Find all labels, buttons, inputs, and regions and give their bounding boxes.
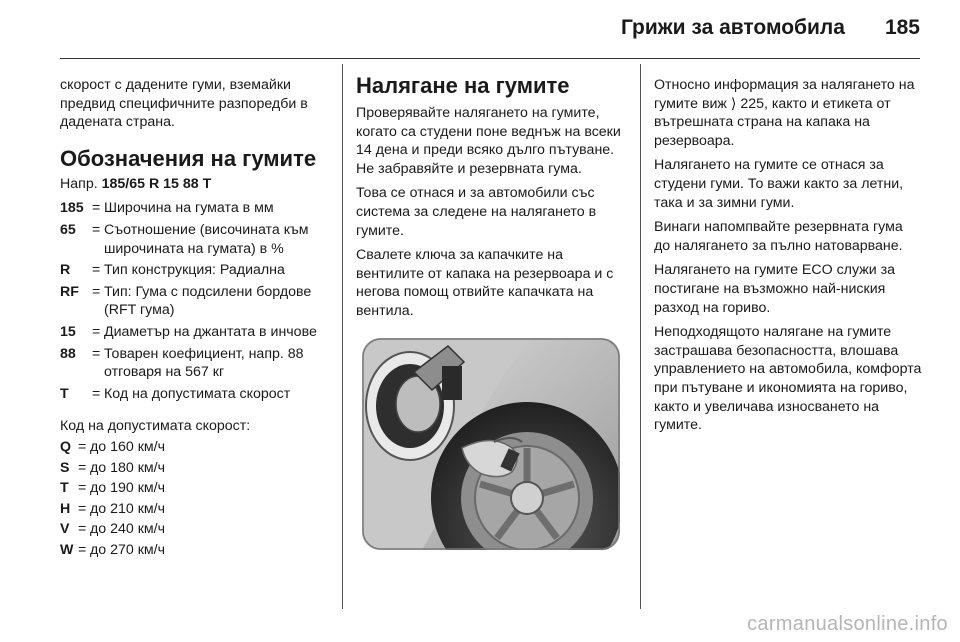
definition-row-text: Широчина на гумата в мм	[104, 200, 274, 217]
column-middle	[356, 73, 624, 327]
section-heading-tire-markings: Обозначения на гумите	[60, 145, 317, 171]
speed-code-row	[60, 438, 328, 457]
definition-row-equals: =	[92, 323, 101, 340]
speed-code-intro: Код на допустимата скорост:	[60, 418, 251, 435]
speed-code-row-key: S	[60, 459, 70, 476]
pressure-paragraph-3: Свалете ключа за капачките на вентилите от капака на резервоара и с негова помощ отвийте капачката на вентила.	[356, 247, 614, 319]
valve-cap-illustration	[362, 338, 620, 550]
definition-row-key: 88	[60, 345, 76, 362]
example-code: 185/65 R 15 88 T	[101, 175, 212, 192]
definition-row-text: Съотношение (височината към широчината на гумата) в %	[104, 221, 309, 257]
definition-row	[60, 385, 328, 404]
page-number: 185	[884, 16, 920, 39]
speed-code-row-key: T	[60, 480, 69, 497]
header-divider	[60, 58, 920, 59]
definition-row-text: Код на допустимата скорост	[104, 385, 291, 402]
column-right	[654, 76, 922, 441]
speed-code-row-equals: =	[78, 438, 87, 455]
speed-code-row-equals: =	[78, 521, 87, 538]
speed-code-row-text: до 180 км/ч	[90, 459, 166, 476]
speed-code-row	[60, 459, 328, 478]
definition-row-key: 65	[60, 221, 76, 238]
pressure-info-paragraph-3: Винаги напомпвайте резервната гума до налягането за пълно натоварване.	[654, 219, 903, 254]
definition-row	[60, 345, 328, 382]
definition-row-key: T	[60, 385, 69, 402]
page-header	[621, 16, 920, 40]
definition-row-text: Диаметър на джантата в инчове	[104, 323, 317, 340]
speed-code-row-key: Q	[60, 438, 72, 455]
definition-row	[60, 199, 328, 218]
intro-paragraph: скорост с дадените гуми, вземайки предвид специфичните разпоредби в дадената страна.	[60, 77, 308, 131]
pressure-info-paragraph-4: Налягането на гумите ECO служи за постигане на възможно най-ниския разход на гориво.	[654, 262, 895, 316]
definition-row	[60, 323, 328, 342]
speed-code-row-text: до 270 км/ч	[90, 541, 166, 558]
definition-row-key: 15	[60, 323, 76, 340]
speed-code-row	[60, 541, 328, 560]
definition-row-key: RF	[60, 283, 79, 300]
tire-code-example	[60, 175, 328, 194]
definition-row-text: Товарен коефициент, напр. 88 отговаря на 567 кг	[104, 345, 304, 381]
speed-code-row-text: до 190 км/ч	[90, 480, 166, 497]
definition-row-equals: =	[92, 262, 101, 279]
definition-row-equals: =	[92, 283, 101, 300]
definition-row-key: R	[60, 262, 71, 279]
speed-code-row-key: W	[60, 541, 74, 558]
definition-row-equals: =	[92, 385, 101, 402]
definition-list	[60, 199, 328, 403]
column-divider-1	[342, 64, 343, 609]
section-heading-tire-pressure: Налягане на гумите	[356, 73, 570, 98]
definition-row-equals: =	[92, 345, 101, 362]
pressure-paragraph-1: Проверявайте налягането на гумите, когато са студени поне веднъж на всеки 14 дена и преди всяко дълго пътуване. Не забравяйте и резервната гума.	[356, 105, 621, 177]
header-title: Грижи за автомобила	[620, 16, 845, 39]
speed-code-row-equals: =	[78, 480, 87, 497]
definition-row-text: Тип конструкция: Радиална	[104, 262, 285, 279]
speed-code-row-equals: =	[78, 459, 87, 476]
definition-row	[60, 261, 328, 280]
speed-code-row	[60, 520, 328, 539]
column-left	[60, 76, 328, 559]
speed-code-row	[60, 479, 328, 498]
pressure-info-paragraph-5: Неподходящото налягане на гумите застрашава безопасността, влошава управлението на автомобила, комфорта при пътуване и икономията на гориво, както и увеличава износването на гумите.	[654, 324, 922, 434]
speed-code-list	[60, 438, 328, 560]
example-prefix: Напр.	[60, 175, 98, 192]
definition-row-text: Тип: Гума с подсилени бордове (RFT гума)	[104, 283, 312, 319]
speed-code-row-text: до 160 км/ч	[90, 438, 166, 455]
speed-code-row-key: H	[60, 500, 71, 517]
definition-row	[60, 221, 328, 258]
speed-code-row-equals: =	[78, 500, 87, 517]
pressure-paragraph-2: Това се отнася и за автомобили със система за следене на налягането в гумите.	[356, 185, 597, 239]
watermark-text: carmanualsonline.info	[747, 613, 948, 635]
speed-code-row-text: до 210 км/ч	[90, 500, 166, 517]
speed-code-row-key: V	[60, 521, 70, 538]
speed-code-row-equals: =	[78, 541, 87, 558]
definition-row-equals: =	[92, 200, 101, 217]
definition-row-equals: =	[92, 221, 101, 238]
definition-row-key: 185	[60, 200, 84, 217]
speed-code-row-text: до 240 км/ч	[90, 521, 166, 538]
pressure-info-paragraph-1: Относно информация за налягането на гумите виж ⟩ 225, както и етикета от вътрешната страна на капака на резервоара.	[654, 77, 915, 149]
pressure-info-paragraph-2: Налягането на гумите се отнася за студени гуми. То важи както за летни, така и за зимни гуми.	[654, 157, 904, 211]
speed-code-row	[60, 500, 328, 519]
definition-row	[60, 283, 328, 320]
column-divider-2	[640, 64, 641, 609]
